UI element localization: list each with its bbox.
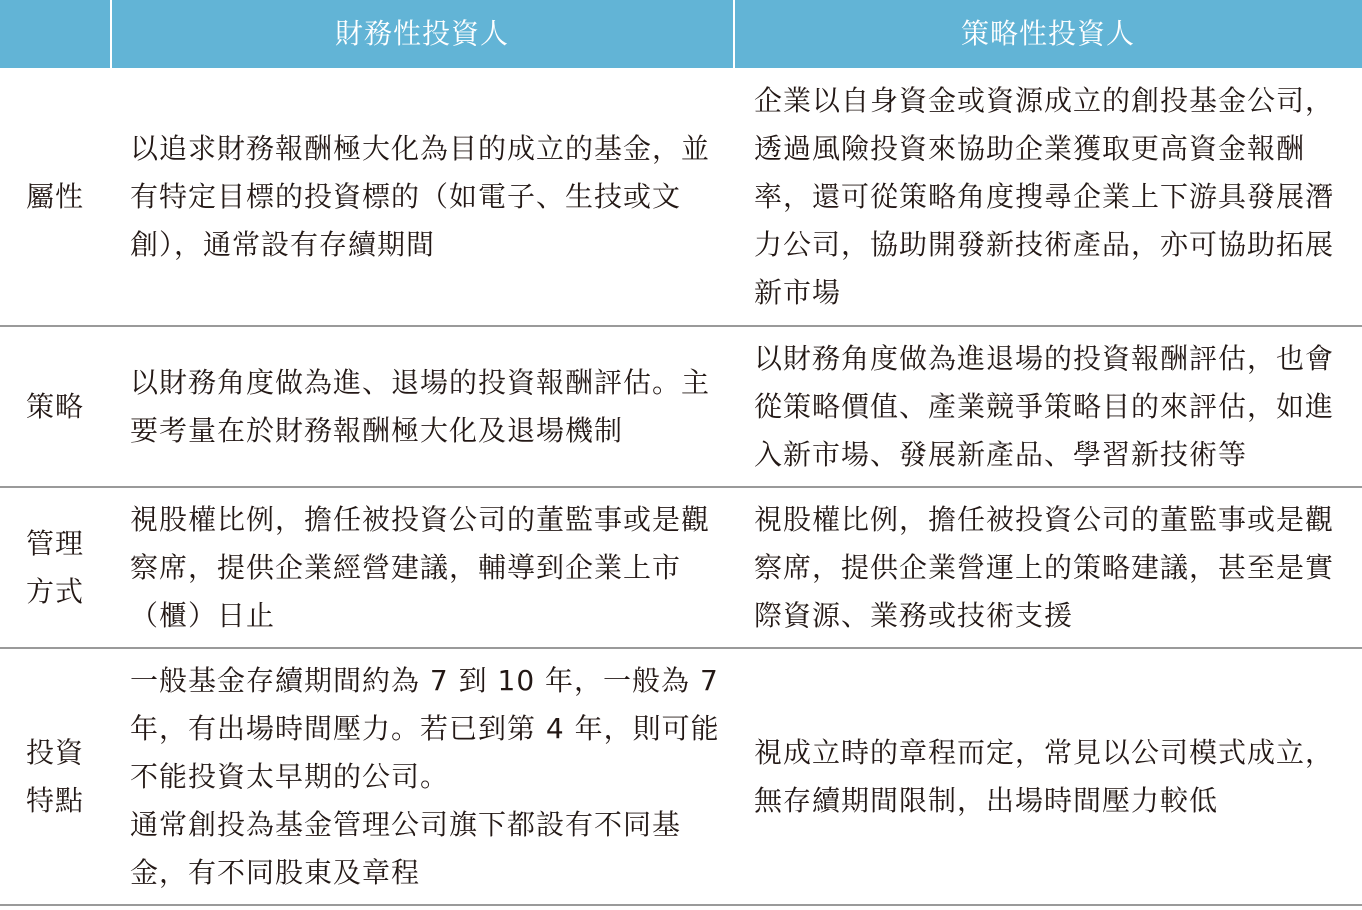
financial-text: 一般基金存續期間約為 7 到 10 年，一般為 7 年，有出場時間壓力。若已到第 4 年，則可能不能投資太早期的公司。 [130, 663, 720, 793]
table-row-attribute [0, 68, 1362, 325]
financial-cell [130, 649, 725, 904]
row-label [26, 68, 106, 325]
table-row-features [0, 649, 1362, 904]
table-header [0, 0, 1362, 68]
header-divider [110, 0, 112, 68]
table-row-management [0, 488, 1362, 647]
header-blank-cell [0, 0, 110, 68]
strategic-cell [754, 327, 1354, 486]
row-label-text: 策略 [26, 389, 85, 423]
financial-cell [130, 68, 725, 325]
financial-cell [130, 327, 725, 486]
row-label [26, 327, 106, 486]
row-label-text: 管理方式 [26, 526, 85, 608]
financial-text: 以追求財務報酬極大化為目的成立的基金，並有特定目標的投資標的（如電子、生技或文創），通常設有存續期間 [130, 131, 711, 261]
table-row-strategy [0, 327, 1362, 486]
strategic-cell [754, 68, 1354, 325]
strategic-text: 視成立時的章程而定，常見以公司模式成立，無存續期間限制，出場時間壓力較低 [754, 735, 1335, 817]
strategic-text: 以財務角度做為進退場的投資報酬評估，也會從策略價值、產業競爭策略目的來評估，如進入新市場、發展新產品、學習新技術等 [754, 341, 1335, 471]
header-divider [733, 0, 735, 68]
row-label [26, 488, 90, 647]
financial-text: 通常創投為基金管理公司旗下都設有不同基金，有不同股東及章程 [130, 807, 682, 889]
row-divider [0, 904, 1362, 906]
financial-text: 視股權比例，擔任被投資公司的董監事或是觀察席，提供企業經營建議，輔導到企業上市（櫃）日止 [130, 502, 711, 632]
row-label [26, 649, 90, 904]
financial-cell [130, 488, 725, 647]
header-strategic-investor: 策略性投資人 [960, 17, 1135, 50]
row-label-text: 屬性 [26, 179, 85, 213]
strategic-cell [754, 488, 1354, 647]
strategic-text: 視股權比例，擔任被投資公司的董監事或是觀察席，提供企業營運上的策略建議，甚至是實際資源、業務或技術支援 [754, 502, 1335, 632]
strategic-text: 企業以自身資金或資源成立的創投基金公司，透過風險投資來協助企業獲取更高資金報酬率，還可從策略角度搜尋企業上下游具發展潛力公司，協助開發新技術產品，亦可協助拓展新市場 [754, 83, 1335, 309]
strategic-cell [754, 649, 1354, 904]
header-financial-investor: 財務性投資人 [334, 17, 509, 50]
row-label-text: 投資特點 [26, 735, 85, 817]
financial-text: 以財務角度做為進、退場的投資報酬評估。主要考量在於財務報酬極大化及退場機制 [130, 365, 711, 447]
